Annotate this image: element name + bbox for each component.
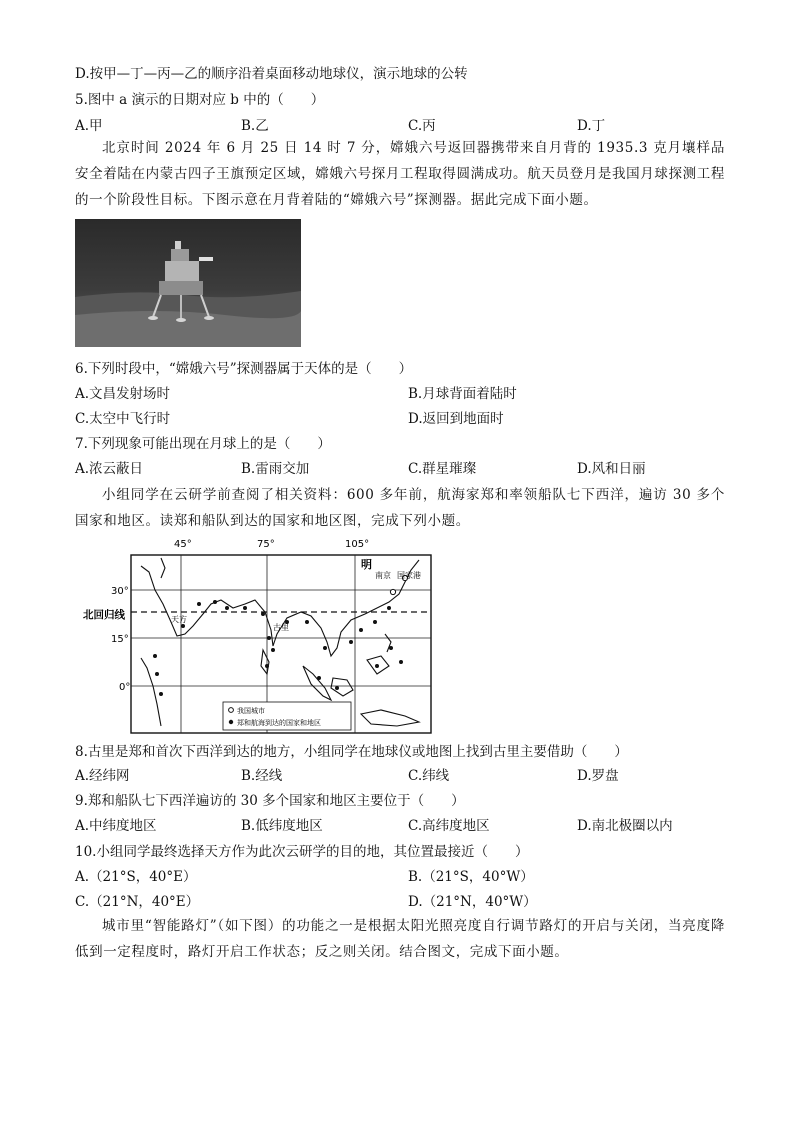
tropic-label: 北回归线 <box>83 609 125 621</box>
q6-option-d: D.返回到地面时 <box>408 411 504 427</box>
lander-image <box>75 219 301 347</box>
q6-stem: 6.下列时段中，“嫦娥六号”探测器属于天体的是（ ） <box>75 361 413 377</box>
q10-option-a: A.（21°S，40°E） <box>75 869 197 885</box>
q5-option-c: C.丙 <box>408 118 436 134</box>
q8-option-d: D.罗盘 <box>577 768 619 784</box>
lon-label-75: 75° <box>257 539 275 550</box>
q9-option-d: D.南北极圈以内 <box>577 818 673 834</box>
lat-label-15: 15° <box>111 634 129 645</box>
q5-option-d: D.丁 <box>577 118 606 134</box>
q5-option-b: B.乙 <box>241 118 269 134</box>
lon-label-45: 45° <box>174 539 192 550</box>
change6-lander-photo <box>75 219 301 347</box>
q5-stem: 5.图中 a 演示的日期对应 b 中的（ ） <box>75 92 325 108</box>
q8-option-a: A.经纬网 <box>75 768 130 784</box>
q8-stem: 8.古里是郑和首次下西洋到达的地方，小组同学在地球仪或地图上找到古里主要借助（ ） <box>75 744 628 760</box>
passage-smart-streetlight: 城市里“智能路灯”（如下图）的功能之一是根据太阳光照亮度自行调节路灯的开启与关闭，当亮度降低到一定程度时，路灯开启工作状态；反之则关闭。结合图文，完成下面小题。 <box>75 918 725 960</box>
lat-label-30: 30° <box>111 586 129 597</box>
q7-option-a: A.浓云蔽日 <box>75 461 144 477</box>
zhenghe-voyage-map <box>75 538 435 740</box>
q7-option-b: B.雷雨交加 <box>241 461 310 477</box>
q6-option-a: A.文昌发射场时 <box>75 386 171 402</box>
q9-option-b: B.低纬度地区 <box>241 818 323 834</box>
passage-change6: 北京时间 2024 年 6 月 25 日 14 时 7 分，嫦娥六号返回器携带来自月背的 1935.3 克月壤样品安全着陆在内蒙古四子王旗预定区域，嫦娥六号探月工程取得圆满成功。航天员登月是我国月球探测工程的一个阶段性目标。下图示意在月背着陆的“嫦娥六号”探测器。据此完成下面小题。 <box>75 140 725 208</box>
place-label-nanjing: 南京 <box>375 571 391 580</box>
place-label-guli: 古里 <box>273 623 289 632</box>
q9-option-c: C.高纬度地区 <box>408 818 490 834</box>
q6-option-b: B.月球背面着陆时 <box>408 386 517 402</box>
q8-option-b: B.经线 <box>241 768 283 784</box>
place-label-ming: 明 <box>361 558 372 571</box>
lon-label-105: 105° <box>345 539 370 550</box>
q8-option-c: C.纬线 <box>408 768 450 784</box>
q9-stem: 9.郑和船队七下西洋遍访的 30 多个国家和地区主要位于（ ） <box>75 793 465 809</box>
q10-stem: 10.小组同学最终选择天方作为此次云研学的目的地，其位置最接近（ ） <box>75 844 529 860</box>
legend-stops: 郑和航海到达的国家和地区 <box>237 719 321 727</box>
q9-option-a: A.中纬度地区 <box>75 818 157 834</box>
q5-option-a: A.甲 <box>75 118 103 134</box>
q7-stem: 7.下列现象可能出现在月球上的是（ ） <box>75 436 331 452</box>
q6-option-c: C.太空中飞行时 <box>75 411 171 427</box>
place-label-tianfang: 天方 <box>171 615 187 624</box>
q10-option-d: D.（21°N，40°W） <box>408 894 537 910</box>
q10-option-b: B.（21°S，40°W） <box>408 869 534 885</box>
q7-option-c: C.群星璀璨 <box>408 461 477 477</box>
place-label-port: 国家港 <box>397 571 421 580</box>
q4-option-d: D.按甲—丁—丙—乙的顺序沿着桌面移动地球仪，演示地球的公转 <box>75 66 468 82</box>
q10-option-c: C.（21°N，40°E） <box>75 894 200 910</box>
lat-label-0: 0° <box>119 682 131 693</box>
q7-option-d: D.风和日丽 <box>577 461 646 477</box>
legend-cities: 我国城市 <box>237 707 265 715</box>
passage-zhenghe: 小组同学在云研学前查阅了相关资料：600 多年前，航海家郑和率领船队七下西洋，遍访 30 多个国家和地区。读郑和船队到达的国家和地区图，完成下列小题。 <box>75 487 725 529</box>
